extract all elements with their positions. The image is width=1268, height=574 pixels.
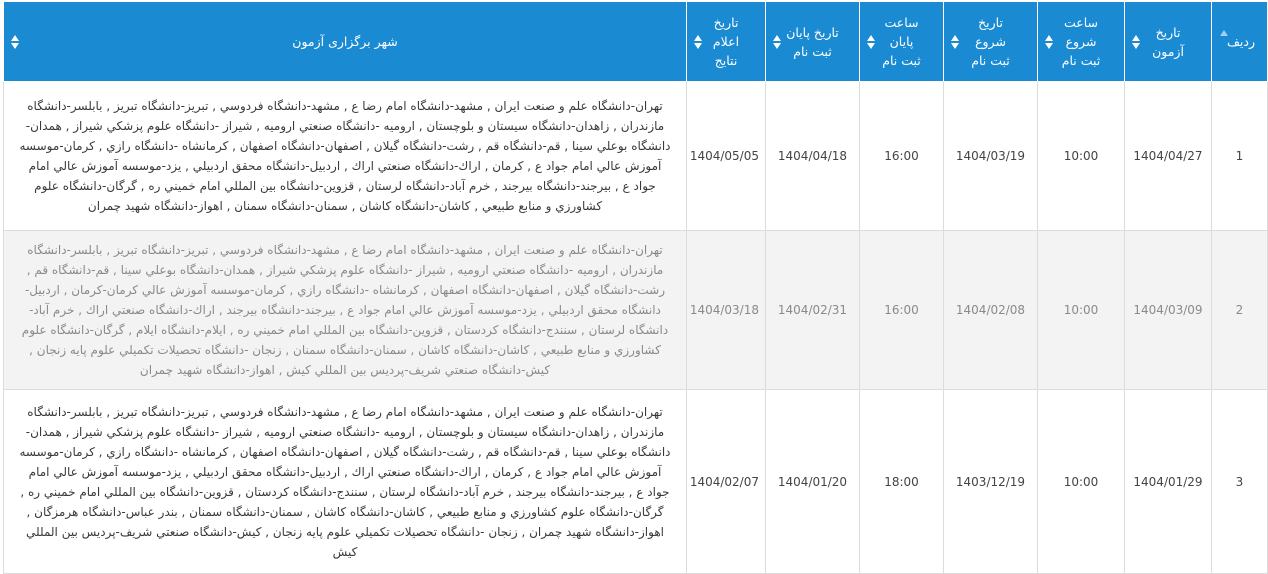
cell-row-number: 3	[1212, 390, 1268, 574]
header-registration-start-date[interactable]	[944, 2, 1038, 82]
table-row	[4, 231, 1268, 390]
sort-icon[interactable]	[1132, 35, 1140, 49]
header-row-number[interactable]	[1212, 2, 1268, 82]
cell-exam-city: تهران-دانشگاه علم و صنعت ایران , مشهد-دانشگاه امام رضا ع , مشهد-دانشگاه فردوسي , تبريز-دانشگاه تبريز , بابلسر-دانشگاه مازندران , زاهدان-دانشگاه سيستان و بلوچستان , اروميه -دانشگاه صنعتي اروميه , شيراز -دانشگاه علوم پزشكي شيراز , همدان-دانشگاه بوعلي سينا , قم-دانشگاه قم , رشت-دانشگاه گيلان , اصفهان-دانشگاه اصفهان , كرمانشاه -دانشگاه رازي , كرمان-موسسه آموزش عالي امام جواد ع , كرمان , اراك-دانشگاه صنعتي اراك , اردبيل-دانشگاه محقق اردبيلي , يزد-موسسه آموزش عالي امام جواد ع , بيرجند-دانشگاه بيرجند , خرم آباد-دانشگاه لرستان , سنندج-دانشگاه كردستان , قزوين-دانشگاه بين المللي امام خميني ره , گرگان-دانشگاه علوم كشاورزي و منابع طبيعي , كاشان-دانشگاه كاشان , سمنان-دانشگاه سمنان , بندر عباس-دانشگاه هرمزگان , اهواز-دانشگاه شهيد چمران , زنجان -دانشگاه تحصيلات تكميلي علوم پايه زنجان , كيش-دانشگاه صنعتي شريف-پرديس بين المللي كيش	[4, 390, 687, 574]
sort-icon[interactable]	[1045, 35, 1053, 49]
cell-registration-end-date: 1404/01/20	[766, 390, 860, 574]
cell-exam-city: تهران-دانشگاه علم و صنعت ایران , مشهد-دانشگاه امام رضا ع , مشهد-دانشگاه فردوسي , تبريز-دانشگاه تبريز , بابلسر-دانشگاه مازندران , اروميه -دانشگاه صنعتي اروميه , شيراز -دانشگاه علوم پزشكي شيراز , همدان-دانشگاه بوعلي سينا , قم-دانشگاه قم , رشت-دانشگاه گيلان , اصفهان-دانشگاه اصفهان , كرمانشاه -دانشگاه رازي , كرمان-موسسه آموزش عالي كرمان-كرمان , اردبيل-دانشگاه محقق اردبيلي , يزد-موسسه آموزش عالي امام جواد ع , بيرجند-دانشگاه بيرجند , اراك-دانشگاه صنعتي اراك , خرم آباد-دانشگاه لرستان , سنندج-دانشگاه كردستان , قزوين-دانشگاه بين المللي امام خميني ره , ايلام-دانشگاه ايلام , گرگان-دانشگاه علوم كشاورزي و منابع طبيعي , كاشان-دانشگاه كاشان , سمنان-دانشگاه سمنان , زنجان -دانشگاه تحصيلات تكميلي علوم پايه زنجان , كيش-دانشگاه صنعتي شريف-پرديس بين المللي كيش , اهواز-دانشگاه شهيد چمران	[4, 231, 687, 390]
table-row	[4, 82, 1268, 231]
cell-registration-end-date: 1404/04/18	[766, 82, 860, 231]
cell-exam-date: 1404/03/09	[1125, 231, 1212, 390]
cell-registration-end-time: 16:00	[860, 231, 944, 390]
header-label: تاریخ پایان ثبت نام	[786, 24, 839, 59]
cell-registration-end-time: 18:00	[860, 390, 944, 574]
header-registration-start-time[interactable]	[1038, 2, 1125, 82]
cell-registration-start-date: 1403/12/19	[944, 390, 1038, 574]
cell-result-date: 1404/02/07	[687, 390, 766, 574]
table-header-row	[4, 2, 1268, 82]
sort-icon[interactable]	[694, 35, 702, 49]
header-label: تاریخ شروع ثبت نام	[971, 15, 1010, 68]
header-label: تاریخ اعلام نتایج	[712, 15, 740, 68]
sort-icon[interactable]	[951, 35, 959, 49]
sort-ascending-icon[interactable]	[1220, 30, 1228, 44]
cell-registration-end-time: 16:00	[860, 82, 944, 231]
header-label: شهر برگزاری آزمون	[292, 34, 398, 49]
cell-exam-date: 1404/01/29	[1125, 390, 1212, 574]
header-registration-end-date[interactable]	[766, 2, 860, 82]
cell-registration-start-date: 1404/02/08	[944, 231, 1038, 390]
cell-result-date: 1404/05/05	[687, 82, 766, 231]
cell-exam-date: 1404/04/27	[1125, 82, 1212, 231]
header-result-date[interactable]	[687, 2, 766, 82]
cell-registration-start-time: 10:00	[1038, 390, 1125, 574]
header-label: ساعت پایان ثبت نام	[882, 15, 921, 68]
table-row	[4, 390, 1268, 574]
sort-icon[interactable]	[773, 35, 781, 49]
cell-registration-start-time: 10:00	[1038, 231, 1125, 390]
cell-row-number: 2	[1212, 231, 1268, 390]
header-label: تاریخ آزمون	[1152, 24, 1184, 59]
cell-registration-start-time: 10:00	[1038, 82, 1125, 231]
exam-schedule-table	[3, 1, 1268, 574]
sort-icon[interactable]	[11, 35, 19, 49]
sort-icon[interactable]	[867, 35, 875, 49]
header-label: ساعت شروع ثبت نام	[1061, 15, 1101, 68]
cell-row-number: 1	[1212, 82, 1268, 231]
header-registration-end-time[interactable]	[860, 2, 944, 82]
cell-registration-end-date: 1404/02/31	[766, 231, 860, 390]
header-exam-date[interactable]	[1125, 2, 1212, 82]
cell-result-date: 1404/03/18	[687, 231, 766, 390]
cell-exam-city: تهران-دانشگاه علم و صنعت ایران , مشهد-دانشگاه امام رضا ع , مشهد-دانشگاه فردوسي , تبريز-دانشگاه تبريز , بابلسر-دانشگاه مازندران , زاهدان-دانشگاه سيستان و بلوچستان , اروميه -دانشگاه صنعتي اروميه , شيراز -دانشگاه علوم پزشكي شيراز , همدان-دانشگاه بوعلي سينا , قم-دانشگاه قم , رشت-دانشگاه گيلان , اصفهان-دانشگاه اصفهان , كرمانشاه -دانشگاه رازي , كرمان-موسسه آموزش عالي امام جواد ع , كرمان , اراك-دانشگاه صنعتي اراك , اردبيل-دانشگاه محقق اردبيلي , يزد-موسسه آموزش عالي امام جواد ع , بيرجند-دانشگاه بيرجند , خرم آباد-دانشگاه لرستان , قزوين-دانشگاه بين المللي امام خميني ره , گرگان-دانشگاه علوم كشاورزي و منابع طبيعي , كاشان-دانشگاه كاشان , سمنان-دانشگاه سمنان , اهواز-دانشگاه شهيد چمران	[4, 82, 687, 231]
header-label: ردیف	[1226, 34, 1255, 49]
cell-registration-start-date: 1404/03/19	[944, 82, 1038, 231]
header-exam-city[interactable]	[4, 2, 687, 82]
